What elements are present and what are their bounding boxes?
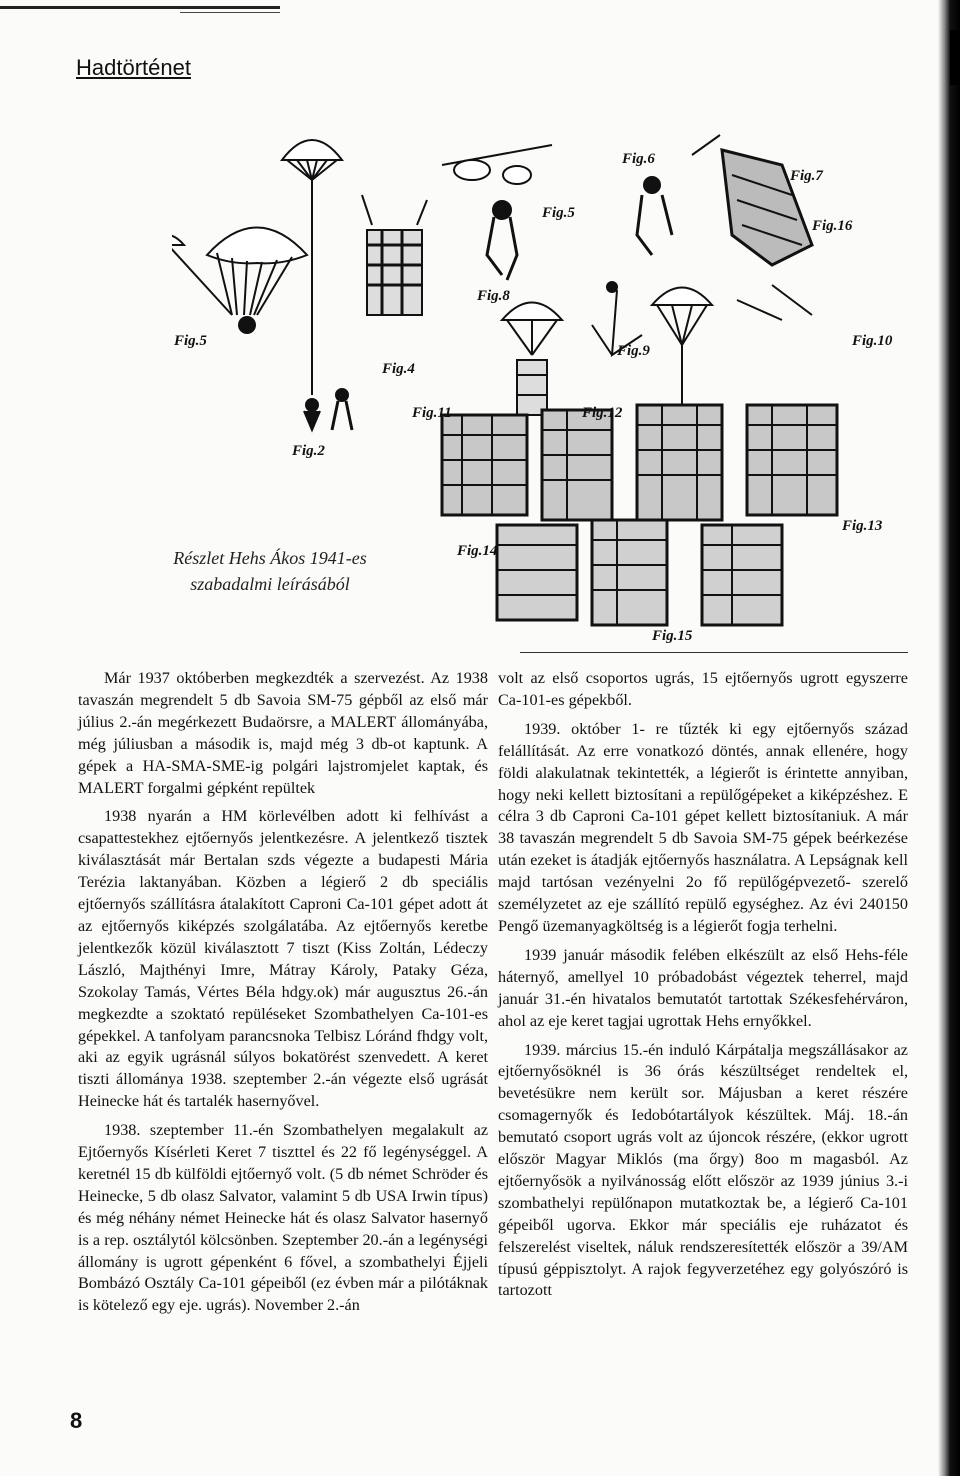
fig-label: Fig.13: [842, 518, 883, 534]
paragraph: volt az első csoportos ugrás, 15 ejtőernyős ugrott egyszerre Ca-101-es gépekből.: [498, 669, 908, 709]
section-header: Hadtörténet: [76, 55, 191, 80]
fig-label: Fig.6: [622, 151, 655, 167]
parachute-drawing-2: [172, 228, 307, 334]
jumper-drawing-small: [332, 389, 352, 430]
paragraph: Már 1937 októberben megkezdték a szervezést. Az 1938 tavaszán megrendelt 5 db Savoia SM-75 gépből az első már július 2.-án megérkezett Budaörsre, a MALERT állományába, még júliusban a második is, majd még 3 db-ot kaptunk. A gépek a HA-SMA-SME-ig polgári lajstromjelet kaptak, és MALERT forgalmi gépként repültek: [78, 669, 488, 797]
parachute-drawing-1: [282, 140, 342, 430]
fig-label: Fig.5: [174, 333, 207, 349]
fig-label: Fig.8: [477, 288, 510, 304]
fig-label: Fig.16: [812, 218, 853, 234]
harness-drawing-1: [362, 195, 427, 315]
caption-line: Részlet Hehs Ákos 1941-es: [173, 548, 367, 568]
parachute-drawing-4: [502, 303, 562, 416]
pack-drawing-1: [637, 135, 812, 265]
pack-drawing-row-1: [442, 405, 837, 520]
paragraph: 1939 január második felében elkészült az első Hehs-féle háternyő, amellyel 10 próbadobást végeztek teherrel, majd január 31.-én hivatalos bemutatót tartottak Székesfehérváron, ahol az eje keret tagjai ugrottak Hehs ernyőkkel.: [498, 945, 908, 1030]
paragraph: 1939. október 1- re tűzték ki egy ejtőernyős század felállítását. Az erre vonatkozó döntés, annak ellenére, hogy földi alakulatnak tekintették, a légierőt is érintette annyiban, hogy neki kellett biztosítani a repülőgépeket a kiképzéshez. E célra 3 db Caproni Ca-101 gépet kellett biztosítaniuk. A már 38 tavaszán megrendelt 5 db Savoia SM-75 gépek beérkezése után ezeket is átadják ejtőernyős használatra. A Lepságnak kell majd tartósan vezényelni 2o fő repülőgépvezető- szerelő személyzetet az eje szállító repülő egységhez. Az évi 240150 Pengő üzemanyagköltség is a légierőt fogja terhelni.: [498, 719, 908, 935]
page-number: 8: [70, 1408, 83, 1433]
figure-divider: [520, 652, 908, 653]
fig-label: Fig.4: [382, 361, 415, 377]
scan-edge-shadow: [938, 0, 960, 1476]
caption-line: szabadalmi leírásából: [190, 574, 350, 594]
figure-caption: [120, 545, 420, 597]
fig-label: Fig.11: [412, 405, 452, 421]
body-column-left: [78, 668, 488, 1324]
fig-label: Fig.14: [457, 543, 498, 559]
jumper-drawing: [442, 145, 552, 280]
top-scan-line: [0, 6, 280, 9]
top-scan-line-thin: [180, 12, 280, 13]
body-column-right: [498, 668, 908, 1309]
pack-drawing-row-2: [497, 520, 782, 625]
paragraph: 1938. szeptember 11.-én Szombathelyen megalakult az Ejtőernyős Kísérleti Keret 7 tiszttel és 22 fő legénységgel. A keretnél 15 db külföldi ejtőernyő volt. (5 db német Schröder és Heinecke, 5 db olasz Salvator, valamint 5 db USA Irwin típus) és még néhány német Heinecke hát és olasz Salvator hasernyő is a rep. osztálytól kölcsönben. Szeptember 20.-án a legénységi állomány is ugrott gépenként 6 fővel, a szombathelyi Éjjeli Bombázó Osztály Ca-101 gépeiből (ez évben már a pilótáknak is kötelező egy eje. ugrás). November 2.-án: [78, 1121, 488, 1315]
fig-label: Fig.12: [582, 405, 623, 421]
paragraph: 1938 nyarán a HM körlevélben adott ki felhívást a csapattestekhez ejtőernyős jelentkezésre. A jelentkező tisztek kiválasztását már Bertalan szds végezte a budapesti Mária Terézia laktanyában. Közben a légierő 2 db speciális ejtőernyős szállításra átalakított Caproni Ca-101 gépet adott át az ejtőernyős kiképzés szolgálatába. Az ejtőernyős keretbe jelentkezők közül kiválasztott 7 tiszt (Kiss Zoltán, Lédeczy László, Majthényi Imre, Mátray Károly, Pataky Géza, Szokolay Tamás, Vértes Béla hdgy.ok) már augusztus 26.-án megkezdte a szoktató repüléseket Szombathelyen Ca-101-es gépekkel. A tanfolyam parancsnoka Telbisz Lóránd fhdgy volt, aki az egyik ugrásnál súlyos bokatörést szenvedett. A keret tiszti állománya 1938. szeptember 2.-án végezte első ugrását Heinecke hát és tartalék hasernyővel.: [78, 807, 488, 1111]
fig-label: Fig.5: [542, 205, 575, 221]
fig-label: Fig.10: [852, 333, 893, 349]
fig-label: Fig.15: [652, 628, 693, 644]
fig-label: Fig.9: [617, 343, 650, 359]
fig-label: Fig.7: [790, 168, 823, 184]
scan-edge-mark: [950, 30, 960, 85]
parachute-drawing-3: [652, 288, 712, 416]
fig-label: Fig.2: [292, 443, 325, 459]
paragraph: 1939. március 15.-én induló Kárpátalja megszállásakor az ejtőernyősöknél is 36 órás készültséget rendeltek el, bevetésükre nem került sor. Májusban a keret részére csomagernyők és Iedobótartályok készültek. Máj. 18.-án bemutató csoport ugrás volt az újoncok részére, (ekkor ugrott először Magyar Miklós (ma őrgy) 8oo m magasból. Az ejtőernyősök a nyilvánosság előtt először az 1939 június 3.-i szombathelyi repülőnapon mutatkoztak be, a légierő Ca-101 gépeiből ugorva. Ekkor már speciális eje ruházatot és felszerelést viseltek, náluk rendszeresítették először a 39/AM típusú géppisztolyt. A rajok fegyverzetéhez egy golyószóró is tartozott: [498, 1040, 908, 1300]
